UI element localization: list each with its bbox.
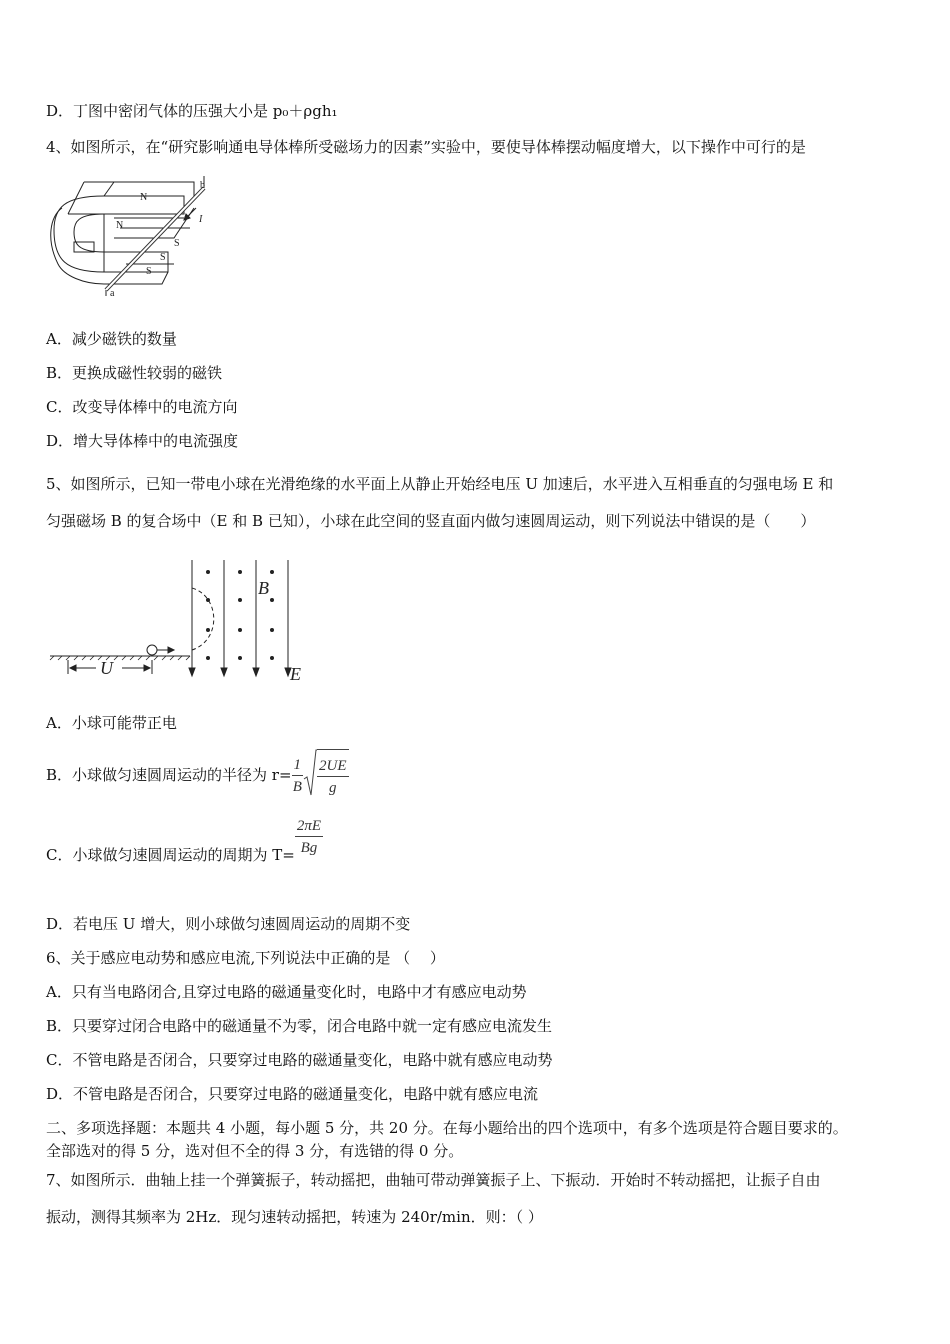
q5-stem-line1: 5、如图所示，已知一带电小球在光滑绝缘的水平面上从静止开始经电压 U 加速后，水平进入互相垂直的匀强电场 E 和	[46, 475, 834, 493]
q4-option-c: C．改变导体棒中的电流方向	[46, 398, 238, 416]
q4-option-b: B．更换成磁性较弱的磁铁	[46, 364, 223, 382]
q5-option-c-text: C．小球做匀速圆周运动的周期为 T=	[46, 846, 295, 864]
radius-fraction	[292, 755, 304, 798]
q4-magnet-figure	[44, 168, 216, 300]
radius-sqrt	[303, 749, 349, 804]
q3-option-d: D．丁图中密闭气体的压强大小是 p₀＋ρgh₁	[46, 102, 338, 120]
q6-option-a: A．只有当电路闭合,且穿过电路的磁通量变化时，电路中才有感应电动势	[46, 983, 527, 1001]
label-s2: S	[160, 252, 166, 263]
q6-stem: 6、关于感应电动势和感应电流,下列说法中正确的是 （ ）	[46, 949, 445, 967]
label-n2: N	[116, 220, 124, 231]
q5-option-a: A．小球可能带正电	[46, 714, 177, 732]
section2-line1: 二、多项选择题：本题共 4 小题，每小题 5 分，共 20 分。在每小题给出的四个选项中，有多个选项是符合题目要求的。	[46, 1119, 848, 1137]
q7-stem-line2: 振动，测得其频率为 2Hz．现匀速转动摇把，转速为 240r/min．则：（ ）	[46, 1208, 543, 1226]
radius-frac-den: B	[292, 778, 302, 795]
label-a: a	[110, 288, 115, 299]
q5-option-b-text: B．小球做匀速圆周运动的半径为 r=	[46, 766, 292, 784]
q7-stem-line1: 7、如图所示．曲轴上挂一个弹簧振子，转动摇把，曲轴可带动弹簧振子上、下振动．开始时不转动摇把，让振子自由	[46, 1171, 821, 1189]
q5-stem-line2: 匀强磁场 B 的复合场中（E 和 B 已知），小球在此空间的竖直面内做匀速圆周运动，则下列说法中错误的是（ ）	[46, 512, 816, 530]
q4-option-a: A．减少磁铁的数量	[46, 330, 177, 348]
period-frac-den: Bg	[300, 840, 318, 856]
label-current: I	[199, 214, 203, 225]
q4-stem: 4、如图所示，在“研究影响通电导体棒所受磁场力的因素”实验中，要使导体棒摆动幅度增大，以下操作中可行的是	[46, 138, 806, 156]
label-n1: N	[140, 192, 148, 203]
label-b: b	[200, 180, 205, 191]
label-b-field: B	[258, 578, 269, 598]
period-frac-num: 2πE	[295, 816, 323, 837]
period-fraction	[295, 816, 323, 859]
radius-frac-num: 1	[292, 755, 304, 776]
label-u: U	[100, 658, 113, 678]
q6-option-c: C．不管电路是否闭合，只要穿过电路的磁通量变化，电路中就有感应电动势	[46, 1051, 553, 1069]
q4-option-d: D．增大导体棒中的电流强度	[46, 432, 239, 450]
q6-option-d: D．不管电路是否闭合，只要穿过电路的磁通量变化，电路中就有感应电流	[46, 1085, 539, 1103]
q5-option-d: D．若电压 U 增大，则小球做匀速圆周运动的周期不变	[46, 915, 411, 933]
section2-line2: 全部选对的得 5 分，选对但不全的得 3 分，有选错的得 0 分。	[46, 1142, 464, 1160]
radius-sqrt-den: g	[329, 780, 337, 796]
label-s1: S	[174, 238, 180, 249]
label-s3: S	[146, 266, 152, 277]
radius-sqrt-num: 2UE	[317, 756, 349, 777]
q5-option-b	[46, 748, 349, 804]
q6-option-b: B．只要穿过闭合电路中的磁通量不为零，闭合电路中就一定有感应电流发生	[46, 1017, 553, 1035]
q5-field-figure	[46, 560, 316, 686]
label-e-field: E	[290, 664, 301, 684]
